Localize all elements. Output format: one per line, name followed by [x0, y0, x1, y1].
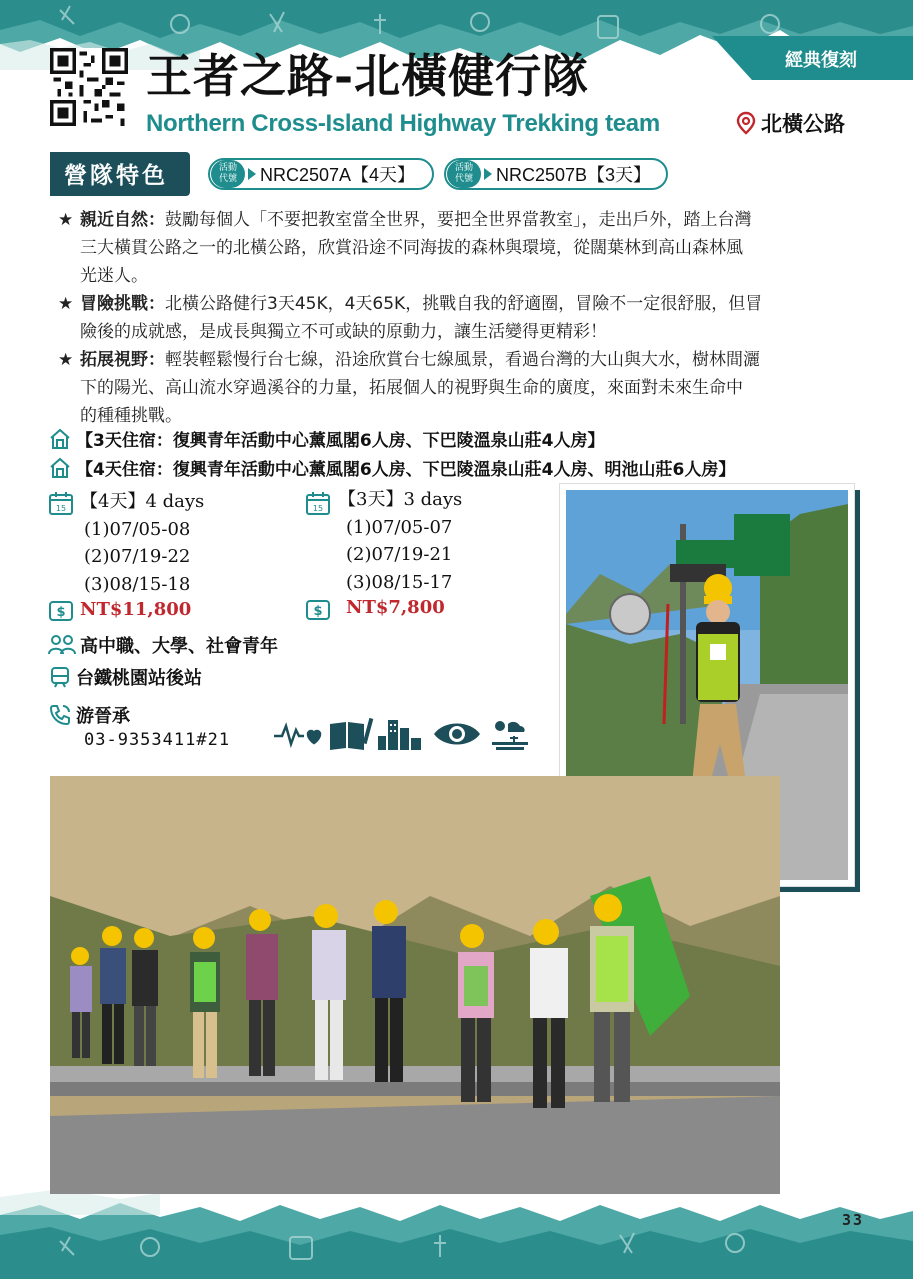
meeting-point	[48, 664, 202, 690]
page-subtitle: Northern Cross-Island Highway Trekking team	[146, 110, 660, 137]
people-icon	[48, 633, 76, 657]
lodging-3day	[48, 426, 605, 451]
audience-text: 高中職、大學、社會青年	[80, 636, 278, 657]
svg-text:15: 15	[55, 504, 67, 513]
star-icon: ★	[58, 294, 74, 314]
schedule-date: (3)08/15-17	[346, 571, 453, 593]
landscape-icon	[492, 721, 528, 750]
train-icon	[48, 665, 72, 689]
activity-code-chip: 活動 代號	[211, 160, 245, 188]
money-icon	[305, 597, 331, 621]
section-tag-label: 營隊特色	[64, 162, 168, 189]
audience	[48, 632, 278, 658]
price-3day: NT$7,800	[346, 597, 445, 618]
activity-code-text: NRC2507A【4天】	[260, 165, 416, 185]
feature-nature	[58, 206, 870, 290]
feature-label: 拓展視野：	[80, 350, 165, 370]
location	[735, 108, 845, 138]
schedule-4day	[80, 488, 204, 598]
feature-text-line: 北橫公路健行3天45K，4天65K，挑戰自我的舒適圈，冒險不一定很舒服，但冒	[165, 294, 763, 314]
price-4day: NT$11,800	[80, 599, 192, 620]
schedule-date: (1)07/05-08	[84, 518, 191, 540]
footer-mountain-band	[0, 1185, 913, 1279]
feature-text-line: 下的陽光、高山流水穿過溪谷的力量，拓展個人的視野與生命的廣度，來面對未來生命中	[80, 378, 743, 398]
city-icon	[378, 720, 421, 750]
book-icon	[330, 718, 373, 750]
contact-name: 游晉承	[76, 706, 130, 727]
feature-challenge	[58, 290, 870, 346]
page-title: 王者之路-北橫健行隊	[146, 49, 590, 103]
house-icon	[48, 456, 72, 480]
svg-text:15: 15	[312, 504, 324, 513]
schedule-date: (1)07/05-07	[346, 516, 453, 538]
star-icon: ★	[58, 210, 74, 230]
schedule-title: 【4天】4 days	[80, 491, 205, 512]
qr-code-icon	[50, 48, 128, 126]
map-pin-icon	[735, 111, 757, 135]
schedule-date: (3)08/15-18	[84, 573, 191, 595]
schedule-date: (2)07/19-22	[84, 546, 191, 567]
activity-code-3day	[444, 158, 668, 190]
feature-label: 冒險挑戰：	[80, 294, 165, 314]
feature-label: 親近自然：	[80, 210, 165, 230]
money-icon	[48, 598, 74, 622]
contact	[48, 702, 130, 728]
feature-text-line: 險後的成就感，是成長與獨立不可或缺的原動力，讓生活變得更精彩！	[80, 322, 607, 342]
contact-phone: 03-9353411#21	[84, 730, 231, 750]
feature-icons-row	[272, 716, 530, 752]
heartbeat-icon	[274, 726, 320, 744]
page-number: 33	[842, 1211, 865, 1229]
svg-text:$: $	[56, 605, 66, 620]
feature-vision	[58, 346, 870, 430]
feature-text-line: 光迷人。	[80, 266, 148, 286]
badge-label: 經典復刻	[785, 50, 857, 71]
location-label: 北橫公路	[761, 112, 845, 136]
feature-text-line: 三大橫貫公路之一的北橫公路，欣賞沿途不同海拔的森林與環境，從闊葉林到高山森林風	[80, 238, 743, 258]
arrow-icon	[248, 168, 256, 180]
phone-icon	[48, 703, 72, 727]
photo-group-hikers	[50, 776, 780, 1194]
activity-code-chip: 活動 代號	[447, 160, 481, 188]
star-icon: ★	[58, 350, 74, 370]
calendar-icon	[48, 490, 74, 516]
lodging-4day	[48, 455, 735, 480]
meeting-point-text: 台鐵桃園站後站	[76, 668, 202, 689]
eye-icon	[434, 724, 480, 745]
calendar-icon	[305, 490, 331, 516]
activity-code-4day	[208, 158, 434, 190]
feature-text-line: 輕裝輕鬆慢行台七線，沿途欣賞台七線風景，看過台灣的大山與大水，樹林間灑	[165, 350, 760, 370]
schedule-3day	[338, 486, 462, 596]
house-icon	[48, 427, 72, 451]
lodging-text: 【3天住宿：復興青年活動中心薰風閣6人房、下巴陵溫泉山莊4人房】	[76, 431, 605, 451]
schedule-title: 【3天】3 days	[338, 489, 463, 510]
feature-text-line: 鼓勵每個人「不要把教室當全世界，要把全世界當教室」，走出戶外，踏上台灣	[165, 210, 752, 230]
arrow-icon	[484, 168, 492, 180]
lodging-text: 【4天住宿：復興青年活動中心薰風閣6人房、下巴陵溫泉山莊4人房、明池山莊6人房】	[76, 460, 736, 480]
schedule-date: (2)07/19-21	[346, 544, 453, 565]
svg-text:$: $	[313, 604, 323, 619]
feature-text-line: 的種種挑戰。	[80, 406, 182, 426]
activity-code-text: NRC2507B【3天】	[496, 165, 652, 185]
